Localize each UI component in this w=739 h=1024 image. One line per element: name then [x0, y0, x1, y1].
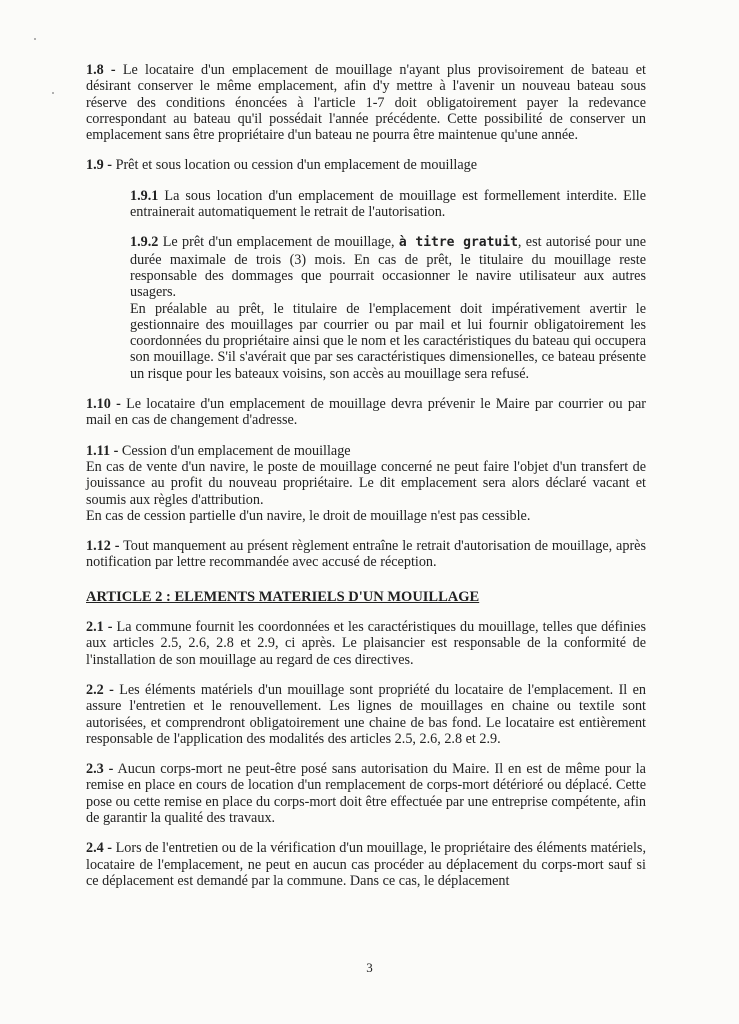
article-2-heading: ARTICLE 2 : ELEMENTS MATERIELS D'UN MOUILLAGE	[86, 588, 480, 605]
paragraph-title: Cession d'un emplacement de mouillage	[118, 442, 351, 459]
page-number: 3	[366, 960, 373, 975]
paragraph-text: Le locataire d'un emplacement de mouillage devra prévenir le Maire par courrier ou par mail en cas de changement d'adresse.	[86, 396, 646, 429]
paragraph-text: Prêt et sous location ou cession d'un emplacement de mouillage	[112, 157, 478, 174]
paragraph-text: Le prêt d'un emplacement de mouillage,	[158, 234, 399, 251]
emphasis-text: à titre gratuit	[398, 235, 518, 251]
paragraph-1-11-text-b: En cas de cession partielle d'un navire, le droit de mouillage n'est pas cessible.	[86, 507, 531, 524]
paragraph-1-9	[86, 157, 646, 173]
section-number: 1.9.1	[130, 187, 159, 204]
paragraph-1-9-2-part-2: En préalable au prêt, le titulaire de l'emplacement doit impérativement avertir le gestionnaire des mouillages par courrier ou par mail et lui fournir obligatoirement les coordonnées du propriétaire ainsi que le nom et les caractéristiques du bateau qui occupera son mouillage. S'il s'avérait que par ses caractéristiques dimensionelles, ce bateau présente un risque pour les bateaux voisins, son accès au mouillage sera refusé.	[130, 300, 646, 382]
paragraph-text: La sous location d'un emplacement de mouillage est formellement interdite. Elle entrainerait automatiquement le retrait de l'autorisation.	[130, 187, 646, 221]
paragraph-2-4	[86, 840, 646, 889]
paragraph-2-2	[86, 682, 646, 747]
scan-speck	[52, 92, 54, 94]
section-number: 1.8 -	[86, 62, 116, 78]
section-number: 2.1 -	[86, 619, 113, 636]
paragraph-text: Tout manquement au présent règlement entraîne le retrait d'autorisation de mouillage, après notification par lettre recommandée avec accusé de réception.	[86, 538, 646, 571]
section-number: 2.2 -	[86, 681, 114, 698]
section-number: 2.4 -	[86, 840, 113, 857]
section-number: 1.9 -	[86, 157, 113, 174]
paragraph-1-11-text-a: En cas de vente d'un navire, le poste de mouillage concerné ne peut faire l'objet d'un transfert de jouissance au profit du nouveau propriétaire. Le dit emplacement sera alors déclaré vacant et soumis aux règles d'attribution.	[86, 458, 646, 508]
section-number: 1.10 -	[86, 396, 121, 413]
paragraph-text: La commune fournit les coordonnées et les caractéristiques du mouillage, telles que définies aux articles 2.5, 2.6, 2.8 et 2.9, ci après. Le plaisancier est responsable de la conformité de l'installation de son mouillage au regard de ces directives.	[86, 619, 646, 668]
paragraph-1-8	[86, 62, 646, 143]
paragraph-1-9-1	[130, 188, 646, 221]
section-number: 1.11 -	[86, 442, 119, 459]
document-body	[86, 62, 646, 903]
paragraph-2-3	[86, 761, 646, 826]
paragraph-1-9-2-part-1	[130, 234, 646, 300]
paragraph-1-9-2	[130, 234, 646, 382]
paragraph-text: Aucun corps-mort ne peut-être posé sans autorisation du Maire. Il en est de même pour la remise en place en cours de location d'un remplacement de corps-mort détérioré ou déplacé. Cette pose ou cette remise en place du corps-mort doit être effectuée par une entreprise compétente, afin de garantir la qualité des travaux.	[86, 761, 646, 826]
scan-speck	[34, 38, 36, 40]
section-number: 1.9.2	[130, 234, 159, 251]
section-number: 1.12 -	[86, 538, 120, 555]
paragraph-1-10	[86, 396, 646, 429]
paragraph-text: Le locataire d'un emplacement de mouillage n'ayant plus provisoirement de bateau et désirant conserver le même emplacement, afin d'y mettre à l'avenir un nouveau bateau sous réserve des conditions énoncées à l'article 1-7 doit obligatoirement payer la redevance correspondant au bateau qu'il possédait l'année précédente. Cette possibilité de conserver un emplacement sans être propriétaire d'un bateau ne pourra être maintenue qu'une année.	[86, 62, 646, 144]
paragraph-text: Lors de l'entretien ou de la vérification d'un mouillage, le propriétaire des éléments matériels, locataire de l'emplacement, ne peut en aucun cas procéder au déplacement du corps-mort sauf si ce déplacement est demandé par la commune. Dans ce cas, le déplacement	[86, 840, 646, 889]
paragraph-1-11	[86, 443, 646, 524]
paragraph-text: , est autorisé pour une durée maximale de trois (3) mois. En cas de prêt, le titulaire du mouillage reste responsable des dommages que pourrait occasionner le navire utilisateur aux autres usagers.	[130, 234, 646, 301]
paragraph-2-1	[86, 619, 646, 668]
paragraph-text: Les éléments matériels d'un mouillage sont propriété du locataire de l'emplacement. Il en assure l'entretien et le renouvellement. Les lignes de mouillages en chaine ou textile sont autorisées, et comprendront obligatoirement une chaine de bas fond. Le locataire est entièrement responsable de l'application des modalités des articles 2.5, 2.6, 2.8 et 2.9.	[86, 681, 646, 747]
paragraph-1-12	[86, 538, 646, 571]
paragraph-1-11-title	[86, 443, 646, 459]
section-number: 2.3 -	[86, 761, 114, 778]
